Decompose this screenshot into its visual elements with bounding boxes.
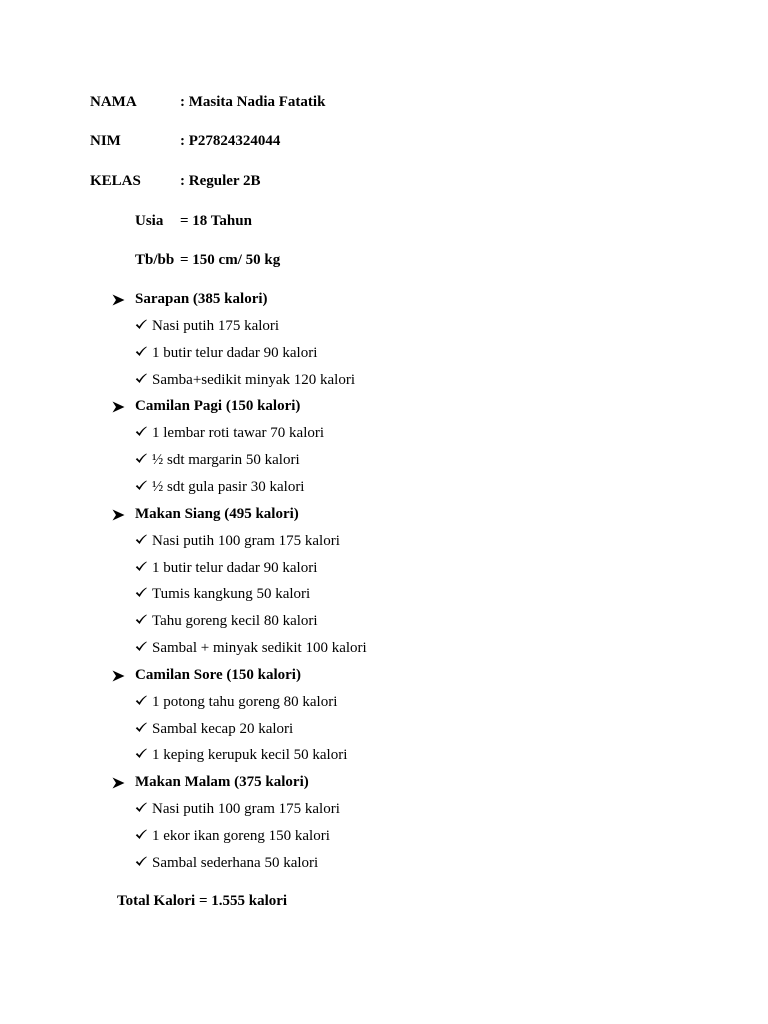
check-mark-icon [135,477,149,497]
check-mark-icon [135,584,149,604]
check-mark-icon [135,826,149,846]
arrowhead-bullet-icon [112,665,126,685]
food-item: Nasi putih 100 gram 175 kalori [152,532,340,549]
nama-value: : Masita Nadia Fatatik [180,94,326,110]
check-mark-icon [135,799,149,819]
check-mark-icon [135,611,149,631]
meal-heading: Camilan Pagi (150 kalori) [135,398,301,415]
arrowhead-bullet-icon [112,289,126,309]
food-item: Nasi putih 100 gram 175 kalori [152,801,340,818]
food-item: 1 ekor ikan goreng 150 kalori [152,828,330,844]
check-mark-icon [135,558,149,578]
kelas-value: : Reguler 2B [180,173,261,189]
usia-label: Usia [135,213,164,229]
tbbb-label: Tb/bb [135,252,175,268]
food-item: Tumis kangkung 50 kalori [152,586,311,603]
meal-heading: Sarapan (385 kalori) [135,291,268,307]
check-mark-icon [135,719,149,739]
nim-value: : P27824324044 [180,133,281,149]
nim-label: NIM [90,133,121,149]
check-mark-icon [135,638,149,658]
check-mark-icon [135,370,149,390]
check-mark-icon [135,531,149,551]
meal-heading: Makan Malam (375 kalori) [135,774,309,791]
food-item: 1 lembar roti tawar 70 kalori [152,425,325,442]
food-item: Sambal + minyak sedikit 100 kalori [152,640,367,657]
check-mark-icon [135,692,149,712]
tbbb-value: = 150 cm/ 50 kg [180,252,281,268]
check-mark-icon [135,423,149,443]
food-item: ½ sdt margarin 50 kalori [152,452,300,469]
food-item: Tahu goreng kecil 80 kalori [152,613,318,630]
kelas-label: KELAS [90,173,141,189]
arrowhead-bullet-icon [112,396,126,416]
food-item: 1 butir telur dadar 90 kalori [152,344,318,361]
check-mark-icon [135,316,149,336]
arrowhead-bullet-icon [112,504,126,524]
food-item: Sambal kecap 20 kalori [152,720,294,737]
food-item: Sambal sederhana 50 kalori [152,854,319,871]
total-calories: Total Kalori = 1.555 kalori [117,893,288,909]
meal-heading: Camilan Sore (150 kalori) [135,666,301,683]
usia-value: = 18 Tahun [180,213,252,229]
meal-heading: Makan Siang (495 kalori) [135,505,299,522]
nama-label: NAMA [90,94,137,110]
food-item: 1 butir telur dadar 90 kalori [152,559,318,576]
arrowhead-bullet-icon [112,772,126,792]
food-item: ½ sdt gula pasir 30 kalori [152,478,305,495]
food-item: 1 keping kerupuk kecil 50 kalori [152,747,348,764]
check-mark-icon [135,343,149,363]
food-item: 1 potong tahu goreng 80 kalori [152,693,338,710]
food-item: Samba+sedikit minyak 120 kalori [152,371,356,388]
check-mark-icon [135,745,149,765]
food-item: Nasi putih 175 kalori [152,317,280,334]
check-mark-icon [135,853,149,873]
check-mark-icon [135,450,149,470]
